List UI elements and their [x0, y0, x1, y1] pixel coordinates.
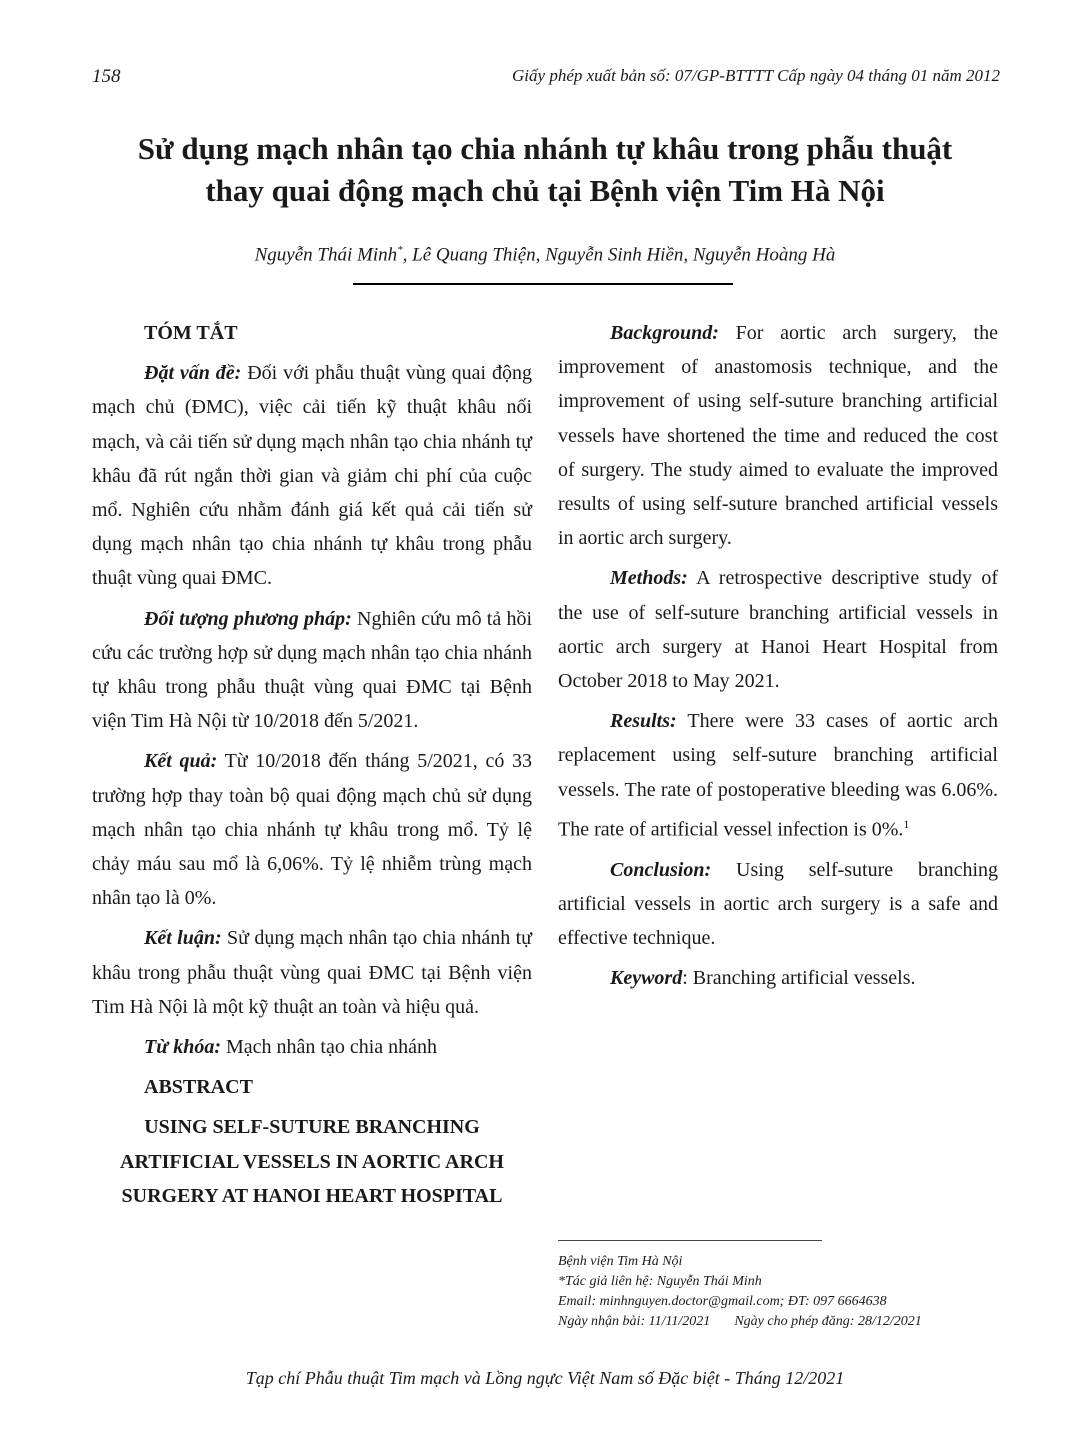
- vi-keywords-paragraph: [92, 1030, 532, 1064]
- footnote-corresponding-author: *Tác giả liên hệ: Nguyễn Thái Minh: [558, 1274, 762, 1289]
- vietnamese-abstract-column: [92, 316, 532, 1219]
- vi-conclusion-text: Sử dụng mạch nhân tạo chia nhánh tự khâu trong phẫu thuật vùng quai ĐMC tại Bệnh viện Tim Hà Nội là một kỹ thuật an toàn và hiệu quả.: [92, 927, 532, 1018]
- vi-summary-heading: TÓM TẮT: [144, 322, 238, 344]
- en-results-text: There were 33 cases of aortic arch replacement using self-suture branching artificial vessels. The rate of postoperative bleeding was 6.06%. The rate of artificial vessel infection is 0%.: [558, 710, 998, 841]
- en-article-title: USING SELF-SUTURE BRANCHING ARTIFICIAL VESSELS IN AORTIC ARCH SURGERY AT HANOI HEART HOSPITAL: [120, 1116, 504, 1207]
- title-divider: [353, 283, 733, 285]
- en-keyword-paragraph: [558, 961, 998, 995]
- en-results-paragraph: [558, 704, 998, 846]
- footnote-email: Email: minhnguyen.doctor@gmail.com;: [558, 1294, 785, 1309]
- other-authors: , Lê Quang Thiện, Nguyễn Sinh Hiền, Nguyễn Hoàng Hà: [402, 244, 836, 266]
- en-background-label: Background:: [610, 322, 719, 344]
- english-abstract-column: [558, 316, 998, 1002]
- vi-keywords-text: Mạch nhân tạo chia nhánh: [220, 1036, 438, 1059]
- en-abstract-heading: ABSTRACT: [144, 1076, 253, 1099]
- author-list: [60, 244, 1030, 266]
- page-number: 158: [92, 66, 121, 87]
- en-keyword-text: : Branching artificial vessels.: [682, 967, 916, 990]
- vi-problem-label: Đặt vấn đề:: [144, 362, 242, 385]
- vi-keywords-label: Từ khóa:: [144, 1036, 221, 1059]
- en-methods-paragraph: [558, 561, 998, 698]
- footnote-contact: [558, 1292, 922, 1312]
- vi-problem-paragraph: [92, 356, 532, 595]
- title-line-2: thay quai động mạch chủ tại Bệnh viện Tim Hà Nội: [205, 173, 885, 208]
- vi-conclusion-label: Kết luận:: [144, 927, 222, 950]
- en-conclusion-text: Using self-suture branching artificial vessels in aortic arch surgery is a safe and effective technique.: [558, 858, 998, 950]
- en-background-paragraph: [558, 316, 998, 555]
- vi-problem-text: Đối với phẫu thuật vùng quai động mạch chủ (ĐMC), việc cải tiến kỹ thuật khâu nối mạch, và cải tiến sử dụng mạch nhân tạo chia nhánh tự khâu đã rút ngắn thời gian và giảm chi phí của cuộc mổ. Nghiên cứu nhằm đánh giá kết quả cải tiến sử dụng mạch nhân tạo chia nhánh tự khâu trong phẫu thuật vùng quai ĐMC.: [92, 362, 532, 590]
- vi-methods-text: Nghiên cứu mô tả hồi cứu các trường hợp sử dụng mạch nhân tạo chia nhánh tự khâu trong phẫu thuật vùng quai ĐMC tại Bệnh viện Tim Hà Nội từ 10/2018 đến 5/2021.: [92, 607, 533, 733]
- en-conclusion-label: Conclusion:: [610, 858, 712, 881]
- vi-results-paragraph: [92, 744, 532, 915]
- footnote-received: Ngày nhận bài: 11/11/2021: [558, 1314, 711, 1329]
- vi-conclusion-paragraph: [92, 921, 532, 1024]
- vi-methods-paragraph: [92, 602, 532, 739]
- journal-footer: Tạp chí Phẫu thuật Tim mạch và Lồng ngực Việt Nam số Đặc biệt - Tháng 12/2021: [245, 1368, 845, 1388]
- vi-methods-label: Đối tượng phương pháp:: [144, 607, 352, 630]
- title-line-1: Sử dụng mạch nhân tạo chia nhánh tự khâu trong phẫu thuật: [137, 131, 953, 166]
- footnote-phone: ĐT: 097 6664638: [787, 1294, 887, 1309]
- footnote-dates: [558, 1312, 922, 1332]
- corresponding-mark: *: [397, 244, 403, 256]
- en-conclusion-paragraph: [558, 853, 998, 956]
- en-background-text: For aortic arch surgery, the improvement of anastomosis technique, and the improvement of using self-suture branching artificial vessels have shortened the time and reduced the cost of surgery. The study aimed to evaluate the improved results of using self-suture branched artificial vessels in aortic arch surgery.: [558, 322, 998, 550]
- vi-results-label: Kết quả:: [144, 750, 218, 773]
- footnote-divider: [558, 1240, 822, 1241]
- footnote-institution: Bệnh viện Tim Hà Nội: [558, 1254, 683, 1269]
- first-author: Nguyễn Thái Minh: [254, 244, 398, 266]
- article-title: [60, 128, 1030, 212]
- footnotes: [558, 1252, 922, 1332]
- publication-license: Giấy phép xuất bản số: 07/GP-BTTTT Cấp ngày 04 tháng 01 năm 2012: [512, 66, 1000, 85]
- en-results-footnote-ref: 1: [903, 816, 910, 831]
- en-results-label: Results:: [610, 710, 677, 733]
- en-methods-label: Methods:: [610, 567, 688, 590]
- vi-results-text: Từ 10/2018 đến tháng 5/2021, có 33 trường hợp thay toàn bộ quai động mạch chủ sử dụng mạch nhân tạo chia nhánh tự khâu trong mổ. Tỷ lệ chảy máu sau mổ là 6,06%. Tỷ lệ nhiễm trùng mạch nhân tạo là 0%.: [92, 750, 533, 910]
- en-methods-text: A retrospective descriptive study of the use of self-suture branching artificial vessels in aortic arch surgery at Hanoi Heart Hospital from October 2018 to May 2021.: [558, 567, 998, 693]
- footnote-accepted: Ngày cho phép đăng: 28/12/2021: [734, 1314, 922, 1329]
- en-keyword-label: Keyword: [610, 967, 683, 990]
